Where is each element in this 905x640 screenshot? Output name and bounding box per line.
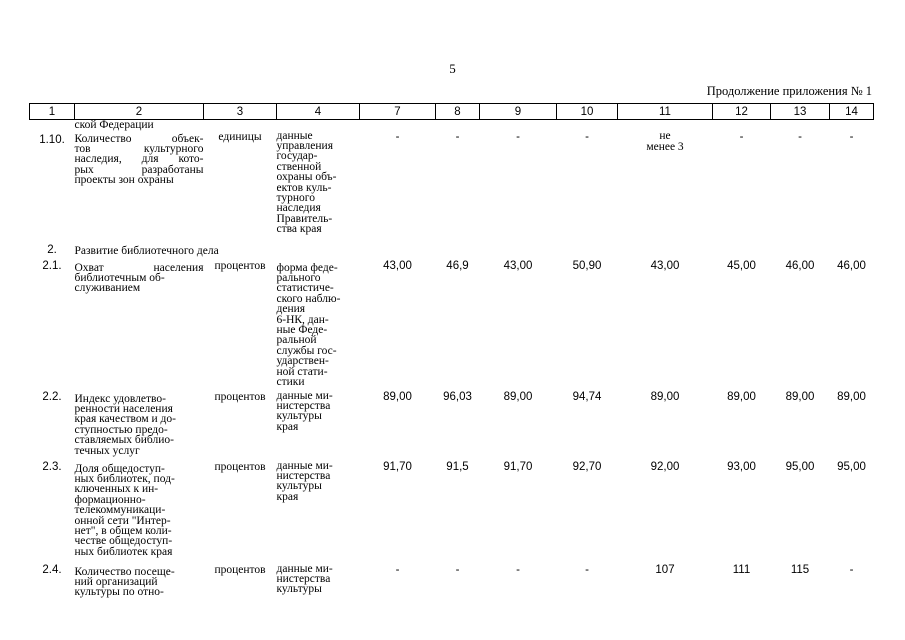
value-cell: -	[455, 130, 460, 143]
value-cell: 92,70	[572, 460, 602, 473]
value-cell: 111	[732, 563, 751, 576]
continuation-row	[30, 120, 874, 131]
header-cell: 10	[557, 104, 618, 120]
row-number: 2.3.	[42, 460, 62, 473]
value-cell: 89,00	[785, 390, 815, 403]
row-number: 2.2.	[42, 390, 62, 403]
header-cell: 11	[618, 104, 713, 120]
indicator-name: Количество объек- тов культурного наследия, для кото- рых разработаны проекты зон охраны	[74, 132, 204, 187]
indicator-name: Охват населения библиотечным об- служиванием	[74, 261, 204, 295]
value-cell: 95,00	[785, 460, 815, 473]
header-cell: 14	[830, 104, 874, 120]
value-cell: 89,00	[383, 390, 412, 403]
unit-cell: процентов	[214, 460, 266, 473]
continuation-text: ской Федерации	[74, 119, 154, 131]
source-text: форма феде- рального статистиче- ского наблю- дения 6-НК, дан- ные Феде- ральной службы гос- ударствен- ной стати- стики	[276, 261, 341, 388]
value-cell: -	[455, 563, 460, 576]
header-cell: 9	[480, 104, 557, 120]
row-number: 2.	[47, 243, 57, 256]
value-cell: -	[395, 563, 400, 576]
value-cell: 91,5	[446, 460, 469, 473]
value-cell: 91,70	[503, 460, 533, 473]
source-text: данные ми- нистерства культуры	[276, 562, 333, 596]
header-cell: 4	[277, 104, 360, 120]
value-cell: 89,00	[503, 390, 533, 403]
value-cell: 96,03	[443, 390, 472, 403]
appendix-note: Продолжение приложения № 1	[706, 84, 872, 98]
source-cell	[277, 391, 360, 461]
value-cell: 95,00	[837, 460, 866, 473]
source-cell	[277, 461, 360, 564]
table-row	[30, 391, 874, 461]
table-header-row	[30, 104, 874, 120]
section-row	[30, 244, 874, 260]
indicators-table	[29, 103, 874, 604]
header-cell: 8	[436, 104, 480, 120]
table-row	[30, 260, 874, 391]
value-cell: -	[798, 130, 802, 143]
value-cell	[618, 131, 713, 244]
value-cell: 93,00	[727, 460, 756, 473]
value-cell: -	[516, 130, 520, 143]
unit-cell: процентов	[214, 390, 266, 403]
source-text: данные управления государ- ственной охраны объ- ектов куль- турного наследия Правитель- ства края	[276, 129, 337, 236]
value-cell: 46,00	[837, 259, 866, 272]
indicator-name	[75, 564, 204, 604]
value-cell: 89,00	[727, 390, 756, 403]
value-cell: 91,70	[383, 460, 412, 473]
value-cell: 94,74	[572, 390, 602, 403]
header-cell: 3	[204, 104, 277, 120]
value-cell: 46,9	[446, 259, 469, 272]
value-cell: 43,00	[383, 259, 412, 272]
value-cell: -	[585, 130, 589, 143]
value-cell: 45,00	[727, 259, 756, 272]
value-text: не менее 3	[646, 129, 684, 153]
header-cell: 2	[75, 104, 204, 120]
value-cell: -	[849, 130, 854, 143]
value-cell: -	[395, 130, 400, 143]
source-cell	[277, 131, 360, 244]
value-cell: 46,00	[785, 259, 815, 272]
value-cell: 92,00	[650, 460, 680, 473]
row-number: 2.4.	[42, 563, 62, 576]
value-cell: 115	[790, 563, 810, 576]
indicator-text: Доля общедоступ- ных библиотек, под- ключенных к ин- формационно- телекоммуникаци- онной сети "Интер- нет", в общем коли- честве общедоступ- ных библиотек края	[74, 462, 175, 558]
unit-cell: единицы	[218, 130, 262, 143]
indicator-name	[75, 391, 204, 461]
source-text: данные ми- нистерства культуры края	[276, 459, 333, 503]
row-number: 1.10.	[39, 133, 65, 146]
section-title: Развитие библиотечного дела	[74, 244, 219, 257]
source-cell	[277, 260, 360, 391]
value-cell: 43,00	[503, 259, 533, 272]
table-row	[30, 564, 874, 604]
indicator-name	[75, 461, 204, 564]
header-cell: 1	[30, 104, 75, 120]
value-cell: 50,90	[572, 259, 602, 272]
indicator-text: Индекс удовлетво- ренности населения края качеством и до- ступностью предо- ставляемых библио- течных услуг	[74, 392, 176, 457]
header-cell: 12	[713, 104, 771, 120]
value-cell: 43,00	[650, 259, 680, 272]
value-cell: 89,00	[837, 390, 866, 403]
value-cell: -	[516, 563, 520, 576]
value-cell: -	[585, 563, 589, 576]
value-cell: -	[849, 563, 854, 576]
page-number: 5	[449, 61, 456, 76]
value-cell: 89,00	[650, 390, 680, 403]
header-cell: 7	[360, 104, 436, 120]
value-cell: -	[739, 130, 744, 143]
unit-cell: процентов	[214, 563, 266, 576]
header-cell: 13	[771, 104, 830, 120]
source-text: данные ми- нистерства культуры края	[276, 389, 333, 433]
value-cell: 107	[655, 563, 675, 576]
row-number: 2.1.	[42, 259, 62, 272]
unit-cell: процентов	[214, 259, 266, 272]
table-row	[30, 131, 874, 244]
indicator-text: Количество посеще- ний организаций культуры по отно-	[74, 565, 175, 599]
table-row	[30, 461, 874, 564]
source-cell	[277, 564, 360, 604]
